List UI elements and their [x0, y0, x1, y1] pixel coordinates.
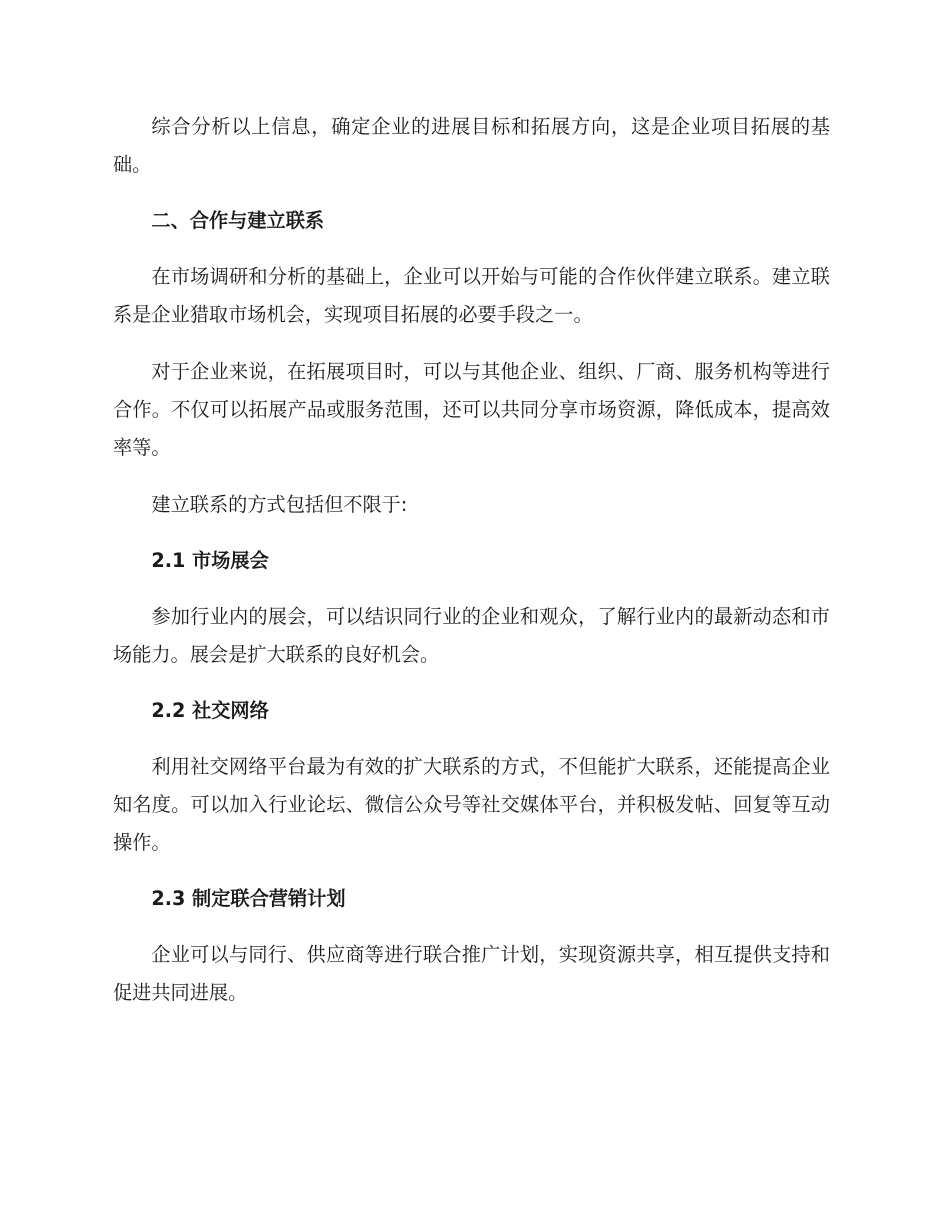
paragraph-social-network: 利用社交网络平台最为有效的扩大联系的方式，不但能扩大联系，还能提高企业知名度。可以加入行业论坛、微信公众号等社交媒体平台，并积极发帖、回复等互动操作。	[113, 755, 830, 854]
subheading-joint-marketing: 2.3 制定联合营销计划	[151, 887, 346, 910]
subheading-market-expo: 2.1 市场展会	[151, 549, 269, 572]
paragraph-cooperation-benefits: 对于企业来说，在拓展项目时，可以与其他企业、组织、厂商、服务机构等进行合作。不仅可以拓展产品或服务范围，还可以共同分享市场资源，降低成本，提高效率等。	[113, 360, 830, 459]
paragraph-analysis-summary: 综合分析以上信息，确定企业的进展目标和拓展方向，这是企业项目拓展的基础。	[113, 115, 830, 176]
paragraph-market-expo: 参加行业内的展会，可以结识同行业的企业和观众，了解行业内的最新动态和市场能力。展会是扩大联系的良好机会。	[113, 605, 830, 666]
document-body	[113, 108, 830, 1012]
paragraph-contact-methods: 建立联系的方式包括但不限于:	[151, 493, 408, 516]
paragraph-build-contacts: 在市场调研和分析的基础上，企业可以开始与可能的合作伙伴建立联系。建立联系是企业猎取市场机会，实现项目拓展的必要手段之一。	[113, 265, 830, 326]
subheading-social-network: 2.2 社交网络	[151, 699, 269, 722]
section-heading-cooperation: 二、合作与建立联系	[151, 209, 325, 232]
paragraph-joint-marketing: 企业可以与同行、供应商等进行联合推广计划，实现资源共享，相互提供支持和促进共同进展。	[113, 943, 830, 1004]
